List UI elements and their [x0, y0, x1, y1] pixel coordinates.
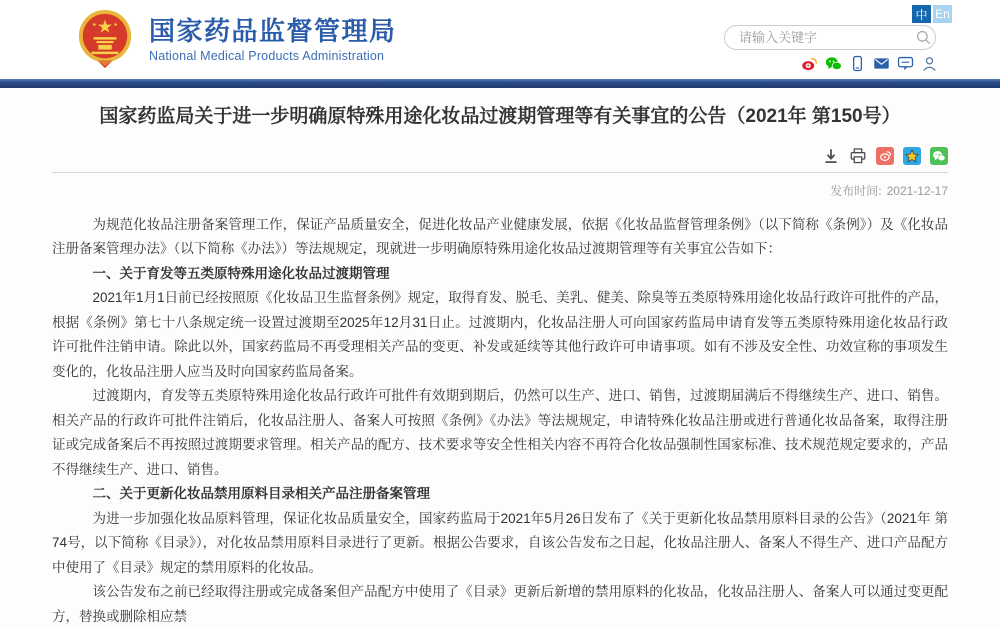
- article-toolbar: [52, 147, 948, 172]
- search-box: [724, 25, 936, 50]
- wechat-icon[interactable]: [825, 55, 842, 72]
- mobile-icon[interactable]: [849, 55, 866, 72]
- section-heading-2: 二、关于更新化妆品禁用原料目录相关产品注册备案管理: [92, 486, 430, 502]
- paragraph-section2-2: 该公告发布之前已经取得注册或完成备案但产品配方中使用了《目录》更新后新增的禁用原料的化妆品，化妆品注册人、备案人可以通过变更配方，替换或删除相应禁: [52, 584, 948, 624]
- site-name-block: [149, 15, 397, 64]
- search-input[interactable]: [739, 30, 915, 45]
- lang-zh-button[interactable]: 中: [912, 5, 931, 23]
- share-wechat-button[interactable]: [930, 147, 948, 165]
- search-button[interactable]: [915, 29, 932, 46]
- print-button[interactable]: [849, 147, 867, 165]
- mail-icon[interactable]: [873, 55, 890, 72]
- search-icon: [915, 29, 932, 46]
- share-wechat-icon: [932, 149, 946, 163]
- weibo-icon[interactable]: [801, 55, 818, 72]
- message-icon[interactable]: [897, 55, 914, 72]
- section-heading-1: 一、关于育发等五类原特殊用途化妆品过渡期管理: [92, 265, 390, 281]
- social-links: [801, 55, 938, 72]
- user-icon[interactable]: [921, 55, 938, 72]
- download-icon: [822, 147, 840, 165]
- publish-time: [52, 182, 948, 199]
- share-qzone-icon: [905, 149, 919, 163]
- share-qzone-button[interactable]: [903, 147, 921, 165]
- header-divider-bar: [0, 79, 1000, 88]
- publish-time-value: 2021-12-17: [886, 183, 948, 198]
- lang-en-button[interactable]: En: [933, 5, 952, 23]
- language-toggle: [912, 5, 952, 23]
- print-icon: [849, 147, 867, 165]
- share-weibo-icon: [879, 149, 892, 162]
- share-weibo-button[interactable]: [876, 147, 894, 165]
- paragraph-intro: 为规范化妆品注册备案管理工作，保证产品质量安全，促进化妆品产业健康发展，依据《化妆品监督管理条例》（以下简称《条例》）及《化妆品注册备案管理办法》（以下简称《办法》）等法规规定，现就进一步明确原特殊用途化妆品过渡期管理等有关事宜公告如下：: [52, 216, 948, 257]
- paragraph-section1-1: 2021年1月1日前已经按照原《化妆品卫生监督条例》规定，取得育发、脱毛、美乳、健美、除臭等五类原特殊用途化妆品行政许可批件的产品，根据《条例》第七十八条规定统一设置过渡期至2025年12月31日止。过渡期内，化妆品注册人可向国家药监局申请育发等五类原特殊用途化妆品行政许可批件注销申请。除此以外，国家药监局不再受理相关产品的变更、补发或延续等其他行政许可申请事项。如有不涉及安全性、功效宣称的事项发生变化的，化妆品注册人应当及时向国家药监局备案。: [52, 290, 948, 379]
- paragraph-section1-2: 过渡期内，育发等五类原特殊用途化妆品行政许可批件有效期到期后，仍然可以生产、进口、销售，过渡期届满后不得继续生产、进口、销售。相关产品的行政许可批件注销后，化妆品注册人、备案人可按照《条例》《办法》等法规规定，申请特殊化妆品注册或进行普通化妆品备案，取得注册证或完成备案后不再按照过渡期要求管理。相关产品的配方、技术要求等安全性相关内容不再符合化妆品强制性国家标准、技术规范规定要求的，产品不得继续生产、进口、销售。: [52, 388, 948, 477]
- page-title: 国家药监局关于进一步明确原特殊用途化妆品过渡期管理等有关事宜的公告（2021年 第150号）: [99, 106, 901, 127]
- site-name-cn: 国家药品监督管理局: [149, 15, 397, 46]
- article: [52, 88, 948, 629]
- site-logo[interactable]: [74, 8, 397, 70]
- site-name-en: National Medical Products Administration: [149, 49, 385, 64]
- national-emblem-icon: [74, 8, 136, 70]
- paragraph-section2-1: 为进一步加强化妆品原料管理，保证化妆品质量安全，国家药监局于2021年5月26日发布了《关于更新化妆品禁用原料目录的公告》（2021年 第74号，以下简称《目录》），对化妆品禁用原料目录进行了更新。根据公告要求，自该公告发布之日起，化妆品注册人、备案人不得生产、进口产品配方中使用了《目录》规定的禁用原料的化妆品。: [52, 510, 948, 575]
- site-header: [0, 0, 1000, 79]
- title-divider: [52, 172, 948, 173]
- download-button[interactable]: [822, 147, 840, 165]
- publish-time-label: 发布时间:: [830, 183, 882, 198]
- article-body: [52, 213, 948, 629]
